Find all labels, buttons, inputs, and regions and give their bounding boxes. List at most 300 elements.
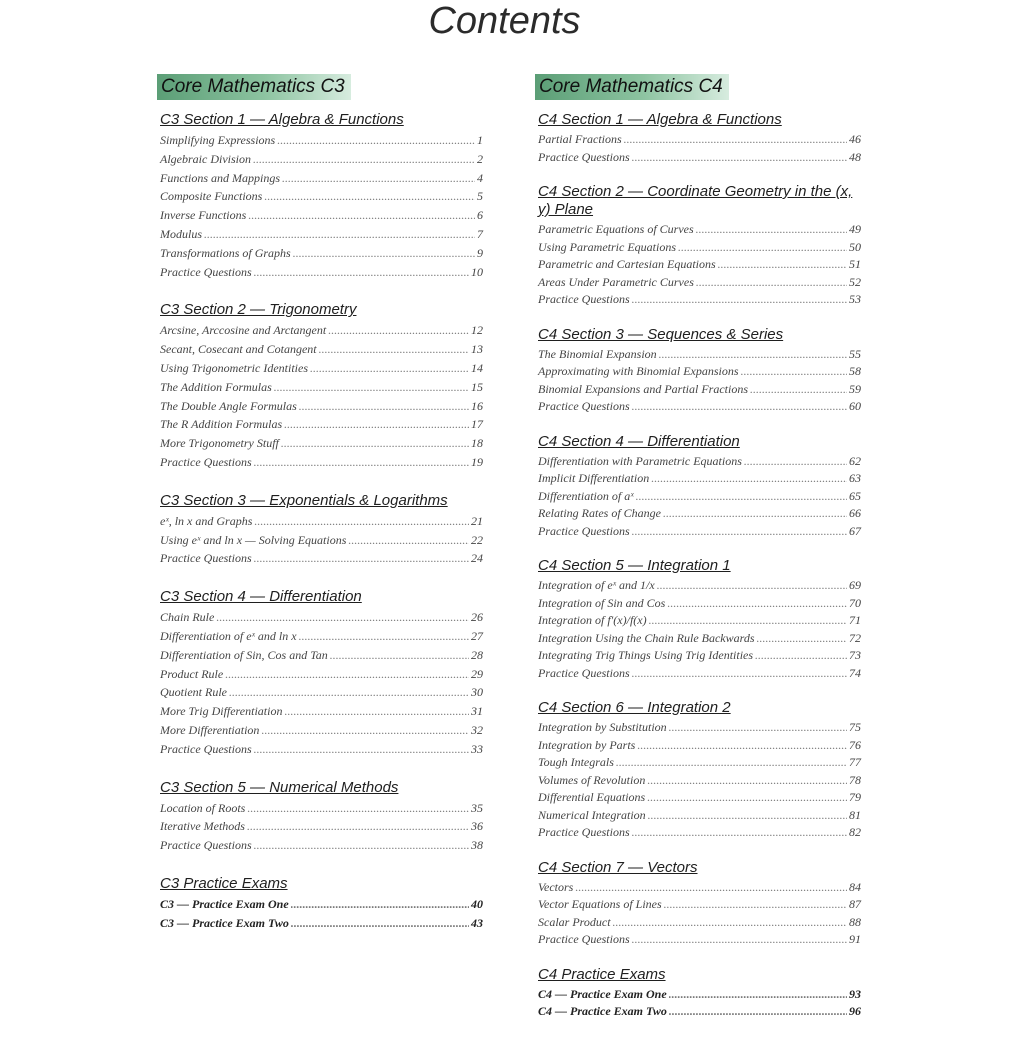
- toc-entry[interactable]: [538, 398, 861, 416]
- section-heading[interactable]: C3 Section 3 — Exponentials & Logarithms: [160, 491, 448, 509]
- entry-page-number: 5: [477, 189, 483, 204]
- toc-entry[interactable]: [538, 453, 861, 471]
- toc-entry[interactable]: [538, 737, 861, 755]
- entry-label: Secant, Cosecant and Cotangent: [160, 342, 317, 357]
- entry-label: Implicit Differentiation: [538, 471, 650, 485]
- section-heading[interactable]: C4 Section 4 — Differentiation: [538, 432, 740, 450]
- dot-leader: [284, 415, 469, 434]
- entry-label: Areas Under Parametric Curves: [538, 274, 694, 289]
- dot-leader: [261, 721, 469, 740]
- entry-page-number: 10: [471, 264, 483, 279]
- toc-entry[interactable]: [160, 321, 483, 340]
- entry-page-number: 77: [849, 755, 861, 769]
- toc-entry[interactable]: [538, 577, 861, 595]
- dot-leader: [293, 244, 475, 263]
- entry-page-number: 36: [471, 819, 483, 834]
- dot-leader: [757, 630, 847, 648]
- entry-label: C4 — Practice Exam Two: [538, 1004, 667, 1018]
- toc-entry[interactable]: [160, 187, 483, 206]
- entry-label: Using Trigonometric Identities: [160, 360, 308, 375]
- entry-label: Parametric Equations of Curves: [538, 222, 694, 236]
- toc-section: [157, 301, 483, 471]
- entry-label: Composite Functions: [160, 189, 263, 204]
- entry-page-number: 75: [849, 720, 861, 734]
- toc-entry[interactable]: [538, 346, 861, 364]
- section-heading[interactable]: C4 Practice Exams: [538, 965, 666, 983]
- toc-entry[interactable]: [160, 512, 483, 531]
- entry-label: Integration by Substitution: [538, 720, 667, 734]
- entry-page-number: 81: [849, 807, 861, 822]
- toc-entry[interactable]: [538, 363, 861, 381]
- toc-entry[interactable]: [538, 1003, 861, 1021]
- dot-leader: [291, 914, 469, 933]
- entry-page-number: 13: [471, 342, 483, 357]
- dot-leader: [632, 665, 847, 683]
- entry-label: Iterative Methods: [160, 819, 245, 834]
- entry-label: More Trigonometry Stuff: [160, 436, 279, 451]
- toc-entry[interactable]: [160, 378, 483, 397]
- toc-entry[interactable]: [160, 359, 483, 378]
- toc-entry[interactable]: [160, 627, 483, 646]
- entry-page-number: 7: [477, 226, 483, 241]
- entry-page-number: 67: [849, 523, 861, 538]
- entry-page-number: 71: [849, 613, 861, 627]
- section-heading[interactable]: C3 Section 5 — Numerical Methods: [160, 778, 399, 796]
- entry-label: Transformations of Graphs: [160, 245, 291, 260]
- dot-leader: [648, 807, 847, 825]
- entry-label: Arcsine, Arccosine and Arctangent: [160, 323, 327, 338]
- entry-label: More Trig Differentiation: [160, 704, 283, 719]
- entry-label: Functions and Mappings: [160, 170, 280, 185]
- column-heading: Core Mathematics C4: [535, 74, 729, 100]
- section-heading[interactable]: C4 Section 1 — Algebra & Functions: [538, 111, 782, 128]
- entry-page-number: 1: [477, 133, 483, 147]
- toc-section: [535, 557, 861, 682]
- dot-leader: [216, 608, 469, 627]
- toc-entry[interactable]: [538, 986, 861, 1004]
- entry-label: Practice Questions: [538, 932, 630, 946]
- entry-page-number: 65: [849, 488, 861, 503]
- toc-entry[interactable]: [160, 206, 483, 225]
- dot-leader: [657, 577, 847, 595]
- section-heading[interactable]: C4 Section 2 — Coordinate Geometry in the (x, y) Plane: [538, 183, 853, 218]
- entry-label: The R Addition Formulas: [160, 417, 283, 432]
- toc-entry[interactable]: [160, 531, 483, 550]
- entry-page-number: 51: [849, 257, 861, 271]
- toc-entry[interactable]: [538, 931, 861, 949]
- dot-leader: [319, 340, 469, 359]
- dot-leader: [299, 627, 469, 646]
- entry-label: Vectors: [538, 879, 574, 894]
- entry-label: Practice Questions: [160, 264, 252, 279]
- dot-leader: [254, 263, 469, 282]
- dot-leader: [616, 754, 847, 772]
- dot-leader: [696, 221, 847, 239]
- entry-page-number: 48: [849, 149, 861, 164]
- section-heading[interactable]: C3 Section 2 — Trigonometry: [160, 301, 357, 319]
- toc-entry[interactable]: [538, 896, 861, 914]
- entry-label: Practice Questions: [160, 551, 252, 566]
- dot-leader: [750, 381, 847, 399]
- entry-label: Scalar Product: [538, 914, 611, 929]
- dot-leader: [254, 453, 469, 472]
- column-heading: Core Mathematics C3: [157, 74, 351, 100]
- toc-entry[interactable]: [538, 824, 861, 842]
- toc-section: [535, 966, 861, 1021]
- toc-entry[interactable]: [538, 719, 861, 737]
- dot-leader: [647, 789, 847, 807]
- entry-page-number: 19: [471, 454, 483, 469]
- toc-entry[interactable]: [160, 263, 483, 282]
- dot-leader: [299, 397, 469, 416]
- toc-entry[interactable]: [538, 612, 861, 630]
- toc-section: [535, 326, 861, 416]
- dot-leader: [264, 187, 475, 206]
- entry-label: Chain Rule: [160, 610, 215, 625]
- entry-page-number: 6: [477, 208, 483, 223]
- dot-leader: [632, 931, 847, 949]
- entry-page-number: 52: [849, 274, 861, 289]
- entry-label: Integration of f′(x)/f(x): [538, 613, 647, 627]
- entry-label: Inverse Functions: [160, 208, 247, 223]
- dot-leader: [659, 346, 847, 364]
- toc-entry[interactable]: [160, 799, 483, 818]
- toc-entry[interactable]: [538, 879, 861, 897]
- entry-label: Integrating Trig Things Using Trig Identities: [538, 648, 754, 662]
- dot-leader: [649, 612, 847, 630]
- entry-label: Quotient Rule: [160, 685, 227, 700]
- toc-section: [157, 779, 483, 855]
- entry-label: C3 — Practice Exam One: [160, 896, 289, 911]
- toc-entry[interactable]: [538, 807, 861, 825]
- toc-entry[interactable]: [160, 702, 483, 721]
- entry-page-number: 16: [471, 398, 483, 413]
- dot-leader: [254, 740, 469, 759]
- toc-entry[interactable]: [160, 434, 483, 453]
- dot-leader: [755, 647, 847, 665]
- dot-leader: [678, 239, 847, 257]
- entry-label: Volumes of Revolution: [538, 772, 646, 787]
- dot-leader: [348, 531, 469, 550]
- dot-leader: [254, 549, 469, 568]
- toc-section: [535, 699, 861, 842]
- dot-leader: [330, 646, 469, 665]
- entry-page-number: 93: [849, 986, 861, 1001]
- entry-page-number: 27: [471, 628, 483, 643]
- toc-entry[interactable]: [160, 415, 483, 434]
- entry-label: Using Parametric Equations: [538, 239, 676, 254]
- entry-label: Vector Equations of Lines: [538, 897, 662, 911]
- toc-section: [157, 111, 483, 281]
- toc-entry[interactable]: [160, 397, 483, 416]
- entry-page-number: 70: [849, 595, 861, 610]
- entry-page-number: 96: [849, 1004, 861, 1018]
- dot-leader: [624, 131, 847, 149]
- dot-leader: [632, 523, 847, 541]
- dot-leader: [310, 359, 469, 378]
- entry-label: Practice Questions: [538, 825, 630, 839]
- toc-entry[interactable]: [538, 470, 861, 488]
- entry-label: Practice Questions: [160, 454, 252, 469]
- entry-page-number: 49: [849, 222, 861, 236]
- dot-leader: [741, 363, 847, 381]
- toc-entry[interactable]: [160, 895, 483, 914]
- dot-leader: [328, 321, 469, 340]
- toc-entry[interactable]: [160, 740, 483, 759]
- toc-section: [535, 111, 861, 166]
- entry-label: Practice Questions: [160, 741, 252, 756]
- entry-label: Using eˣ and ln x — Solving Equations: [160, 532, 347, 547]
- entry-label: Practice Questions: [538, 523, 630, 538]
- dot-leader: [247, 799, 469, 818]
- entry-label: The Double Angle Formulas: [160, 398, 297, 413]
- toc-section: [157, 492, 483, 568]
- dot-leader: [632, 398, 847, 416]
- toc-entry[interactable]: [160, 150, 483, 169]
- entry-label: Tough Integrals: [538, 755, 614, 769]
- toc-entry[interactable]: [160, 665, 483, 684]
- entry-page-number: 84: [849, 879, 861, 894]
- toc-entry[interactable]: [538, 274, 861, 292]
- toc-section: [535, 183, 861, 309]
- entry-page-number: 73: [849, 648, 861, 662]
- entry-page-number: 88: [849, 914, 861, 929]
- dot-leader: [613, 914, 847, 932]
- section-heading[interactable]: C4 Section 6 — Integration 2: [538, 699, 731, 716]
- entry-page-number: 14: [471, 360, 483, 375]
- section-heading[interactable]: C3 Practice Exams: [160, 874, 288, 892]
- dot-leader: [664, 896, 847, 914]
- entry-page-number: 55: [849, 346, 861, 361]
- page-title: Contents: [428, 0, 581, 42]
- entry-label: Integration Using the Chain Rule Backwards: [538, 630, 755, 645]
- entry-label: Algebraic Division: [160, 151, 251, 166]
- entry-page-number: 32: [471, 722, 483, 737]
- entry-page-number: 28: [471, 647, 483, 662]
- dot-leader: [632, 291, 847, 309]
- entry-page-number: 22: [471, 532, 483, 547]
- entry-page-number: 33: [471, 741, 483, 756]
- toc-section: [535, 859, 861, 949]
- entry-label: Differentiation of eˣ and ln x: [160, 628, 297, 643]
- dot-leader: [284, 702, 469, 721]
- toc-entry[interactable]: [538, 239, 861, 257]
- toc-entry[interactable]: [160, 683, 483, 702]
- dot-leader: [282, 169, 475, 188]
- entry-label: Differentiation with Parametric Equations: [538, 453, 742, 468]
- toc-entry[interactable]: [538, 665, 861, 683]
- entry-label: C4 — Practice Exam One: [538, 986, 667, 1001]
- toc-entry[interactable]: [538, 221, 861, 239]
- entry-label: Relating Rates of Change: [538, 506, 661, 520]
- entry-page-number: 78: [849, 772, 861, 787]
- entry-label: Integration by Parts: [538, 737, 636, 752]
- entry-page-number: 62: [849, 453, 861, 468]
- entry-page-number: 79: [849, 790, 861, 804]
- entry-label: Differentiation of aˣ: [538, 488, 634, 503]
- entry-label: eˣ, ln x and Graphs: [160, 513, 253, 528]
- entry-page-number: 26: [471, 610, 483, 625]
- toc-entry[interactable]: [538, 595, 861, 613]
- toc-entry[interactable]: [538, 149, 861, 167]
- dot-leader: [647, 772, 847, 790]
- entry-page-number: 40: [471, 896, 483, 911]
- entry-label: The Binomial Expansion: [538, 346, 657, 361]
- dot-leader: [718, 256, 847, 274]
- toc-entry[interactable]: [160, 453, 483, 472]
- dot-leader: [248, 206, 475, 225]
- entry-page-number: 31: [471, 704, 483, 719]
- toc-entry[interactable]: [160, 244, 483, 263]
- toc-entry[interactable]: [160, 608, 483, 627]
- toc-entry[interactable]: [538, 505, 861, 523]
- dot-leader: [253, 150, 475, 169]
- dot-leader: [229, 683, 469, 702]
- entry-label: Numerical Integration: [538, 807, 646, 822]
- section-heading[interactable]: C4 Section 5 — Integration 1: [538, 557, 731, 574]
- toc-entry[interactable]: [538, 630, 861, 648]
- entry-page-number: 66: [849, 506, 861, 520]
- toc-entry[interactable]: [538, 914, 861, 932]
- entry-label: Practice Questions: [538, 665, 630, 680]
- toc-entry[interactable]: [160, 131, 483, 150]
- entry-page-number: 24: [471, 551, 483, 566]
- contents-column-c4: [535, 74, 861, 1038]
- dot-leader: [669, 1003, 847, 1021]
- toc-entry[interactable]: [538, 647, 861, 665]
- dot-leader: [696, 274, 847, 292]
- toc-entry[interactable]: [160, 721, 483, 740]
- dot-leader: [637, 737, 847, 755]
- toc-entry[interactable]: [160, 836, 483, 855]
- dot-leader: [669, 719, 847, 737]
- dot-leader: [225, 665, 469, 684]
- toc-entry[interactable]: [538, 488, 861, 506]
- toc-entry[interactable]: [538, 772, 861, 790]
- section-list: [535, 111, 861, 1021]
- dot-leader: [247, 817, 469, 836]
- entry-page-number: 72: [849, 630, 861, 645]
- dot-leader: [254, 512, 469, 531]
- entry-label: Simplifying Expressions: [160, 133, 276, 147]
- entry-label: Practice Questions: [160, 838, 252, 853]
- contents-column-c3: [157, 74, 483, 953]
- entry-page-number: 59: [849, 381, 861, 396]
- toc-entry[interactable]: [538, 291, 861, 309]
- entry-page-number: 82: [849, 825, 861, 839]
- entry-page-number: 58: [849, 364, 861, 378]
- toc-entry[interactable]: [538, 131, 861, 149]
- entry-page-number: 29: [471, 666, 483, 681]
- entry-page-number: 18: [471, 436, 483, 451]
- entry-page-number: 9: [477, 245, 483, 260]
- toc-entry[interactable]: [160, 646, 483, 665]
- entry-label: Differential Equations: [538, 790, 646, 804]
- entry-page-number: 74: [849, 665, 861, 680]
- toc-entry[interactable]: [160, 225, 483, 244]
- entry-label: Parametric and Cartesian Equations: [538, 257, 716, 271]
- toc-section: [535, 433, 861, 541]
- toc-entry[interactable]: [538, 754, 861, 772]
- entry-page-number: 21: [471, 513, 483, 528]
- toc-entry[interactable]: [538, 256, 861, 274]
- entry-label: The Addition Formulas: [160, 379, 272, 394]
- entry-page-number: 53: [849, 292, 861, 306]
- toc-entry[interactable]: [538, 789, 861, 807]
- entry-page-number: 12: [471, 323, 483, 338]
- dot-leader: [291, 895, 469, 914]
- entry-page-number: 50: [849, 239, 861, 254]
- entry-label: Approximating with Binomial Expansions: [538, 364, 739, 378]
- entry-label: Practice Questions: [538, 292, 630, 306]
- toc-section: [157, 588, 483, 758]
- section-list: [157, 111, 483, 933]
- dot-leader: [254, 836, 469, 855]
- entry-page-number: 17: [471, 417, 483, 432]
- entry-label: Product Rule: [160, 666, 224, 681]
- toc-entry[interactable]: [160, 914, 483, 933]
- dot-leader: [204, 225, 475, 244]
- entry-label: More Differentiation: [160, 722, 260, 737]
- entry-page-number: 63: [849, 471, 861, 485]
- toc-entry[interactable]: [160, 817, 483, 836]
- entry-page-number: 2: [477, 151, 483, 166]
- entry-page-number: 76: [849, 737, 861, 752]
- entry-label: Integration of Sin and Cos: [538, 595, 666, 610]
- toc-section: [157, 875, 483, 933]
- dot-leader: [632, 149, 847, 167]
- dot-leader: [651, 470, 847, 488]
- entry-label: Differentiation of Sin, Cos and Tan: [160, 647, 328, 662]
- section-heading[interactable]: C4 Section 7 — Vectors: [538, 858, 698, 876]
- dot-leader: [669, 986, 847, 1004]
- entry-page-number: 38: [471, 838, 483, 853]
- entry-page-number: 46: [849, 132, 861, 146]
- toc-entry[interactable]: [160, 549, 483, 568]
- entry-label: Practice Questions: [538, 399, 630, 413]
- toc-entry[interactable]: [160, 340, 483, 359]
- dot-leader: [636, 488, 847, 506]
- entry-page-number: 91: [849, 932, 861, 946]
- entry-label: Modulus: [160, 226, 202, 241]
- dot-leader: [663, 505, 847, 523]
- entry-page-number: 87: [849, 897, 861, 911]
- entry-page-number: 43: [471, 915, 483, 930]
- entry-page-number: 35: [471, 800, 483, 815]
- section-heading[interactable]: C4 Section 3 — Sequences & Series: [538, 325, 784, 343]
- toc-entry[interactable]: [160, 169, 483, 188]
- entry-page-number: 4: [477, 170, 483, 185]
- toc-entry[interactable]: [538, 523, 861, 541]
- entry-label: Location of Roots: [160, 800, 246, 815]
- entry-page-number: 69: [849, 578, 861, 592]
- entry-page-number: 15: [471, 379, 483, 394]
- dot-leader: [274, 378, 469, 397]
- dot-leader: [632, 824, 847, 842]
- entry-page-number: 30: [471, 685, 483, 700]
- section-heading[interactable]: C3 Section 4 — Differentiation: [160, 588, 362, 606]
- entry-label: Partial Fractions: [538, 132, 622, 146]
- dot-leader: [667, 595, 847, 613]
- dot-leader: [744, 453, 847, 471]
- toc-entry[interactable]: [538, 381, 861, 399]
- section-heading[interactable]: C3 Section 1 — Algebra & Functions: [160, 111, 404, 128]
- entry-label: Practice Questions: [538, 149, 630, 164]
- dot-leader: [281, 434, 469, 453]
- dot-leader: [277, 131, 475, 150]
- entry-label: C3 — Practice Exam Two: [160, 915, 289, 930]
- entry-label: Integration of eˣ and 1/x: [538, 578, 655, 592]
